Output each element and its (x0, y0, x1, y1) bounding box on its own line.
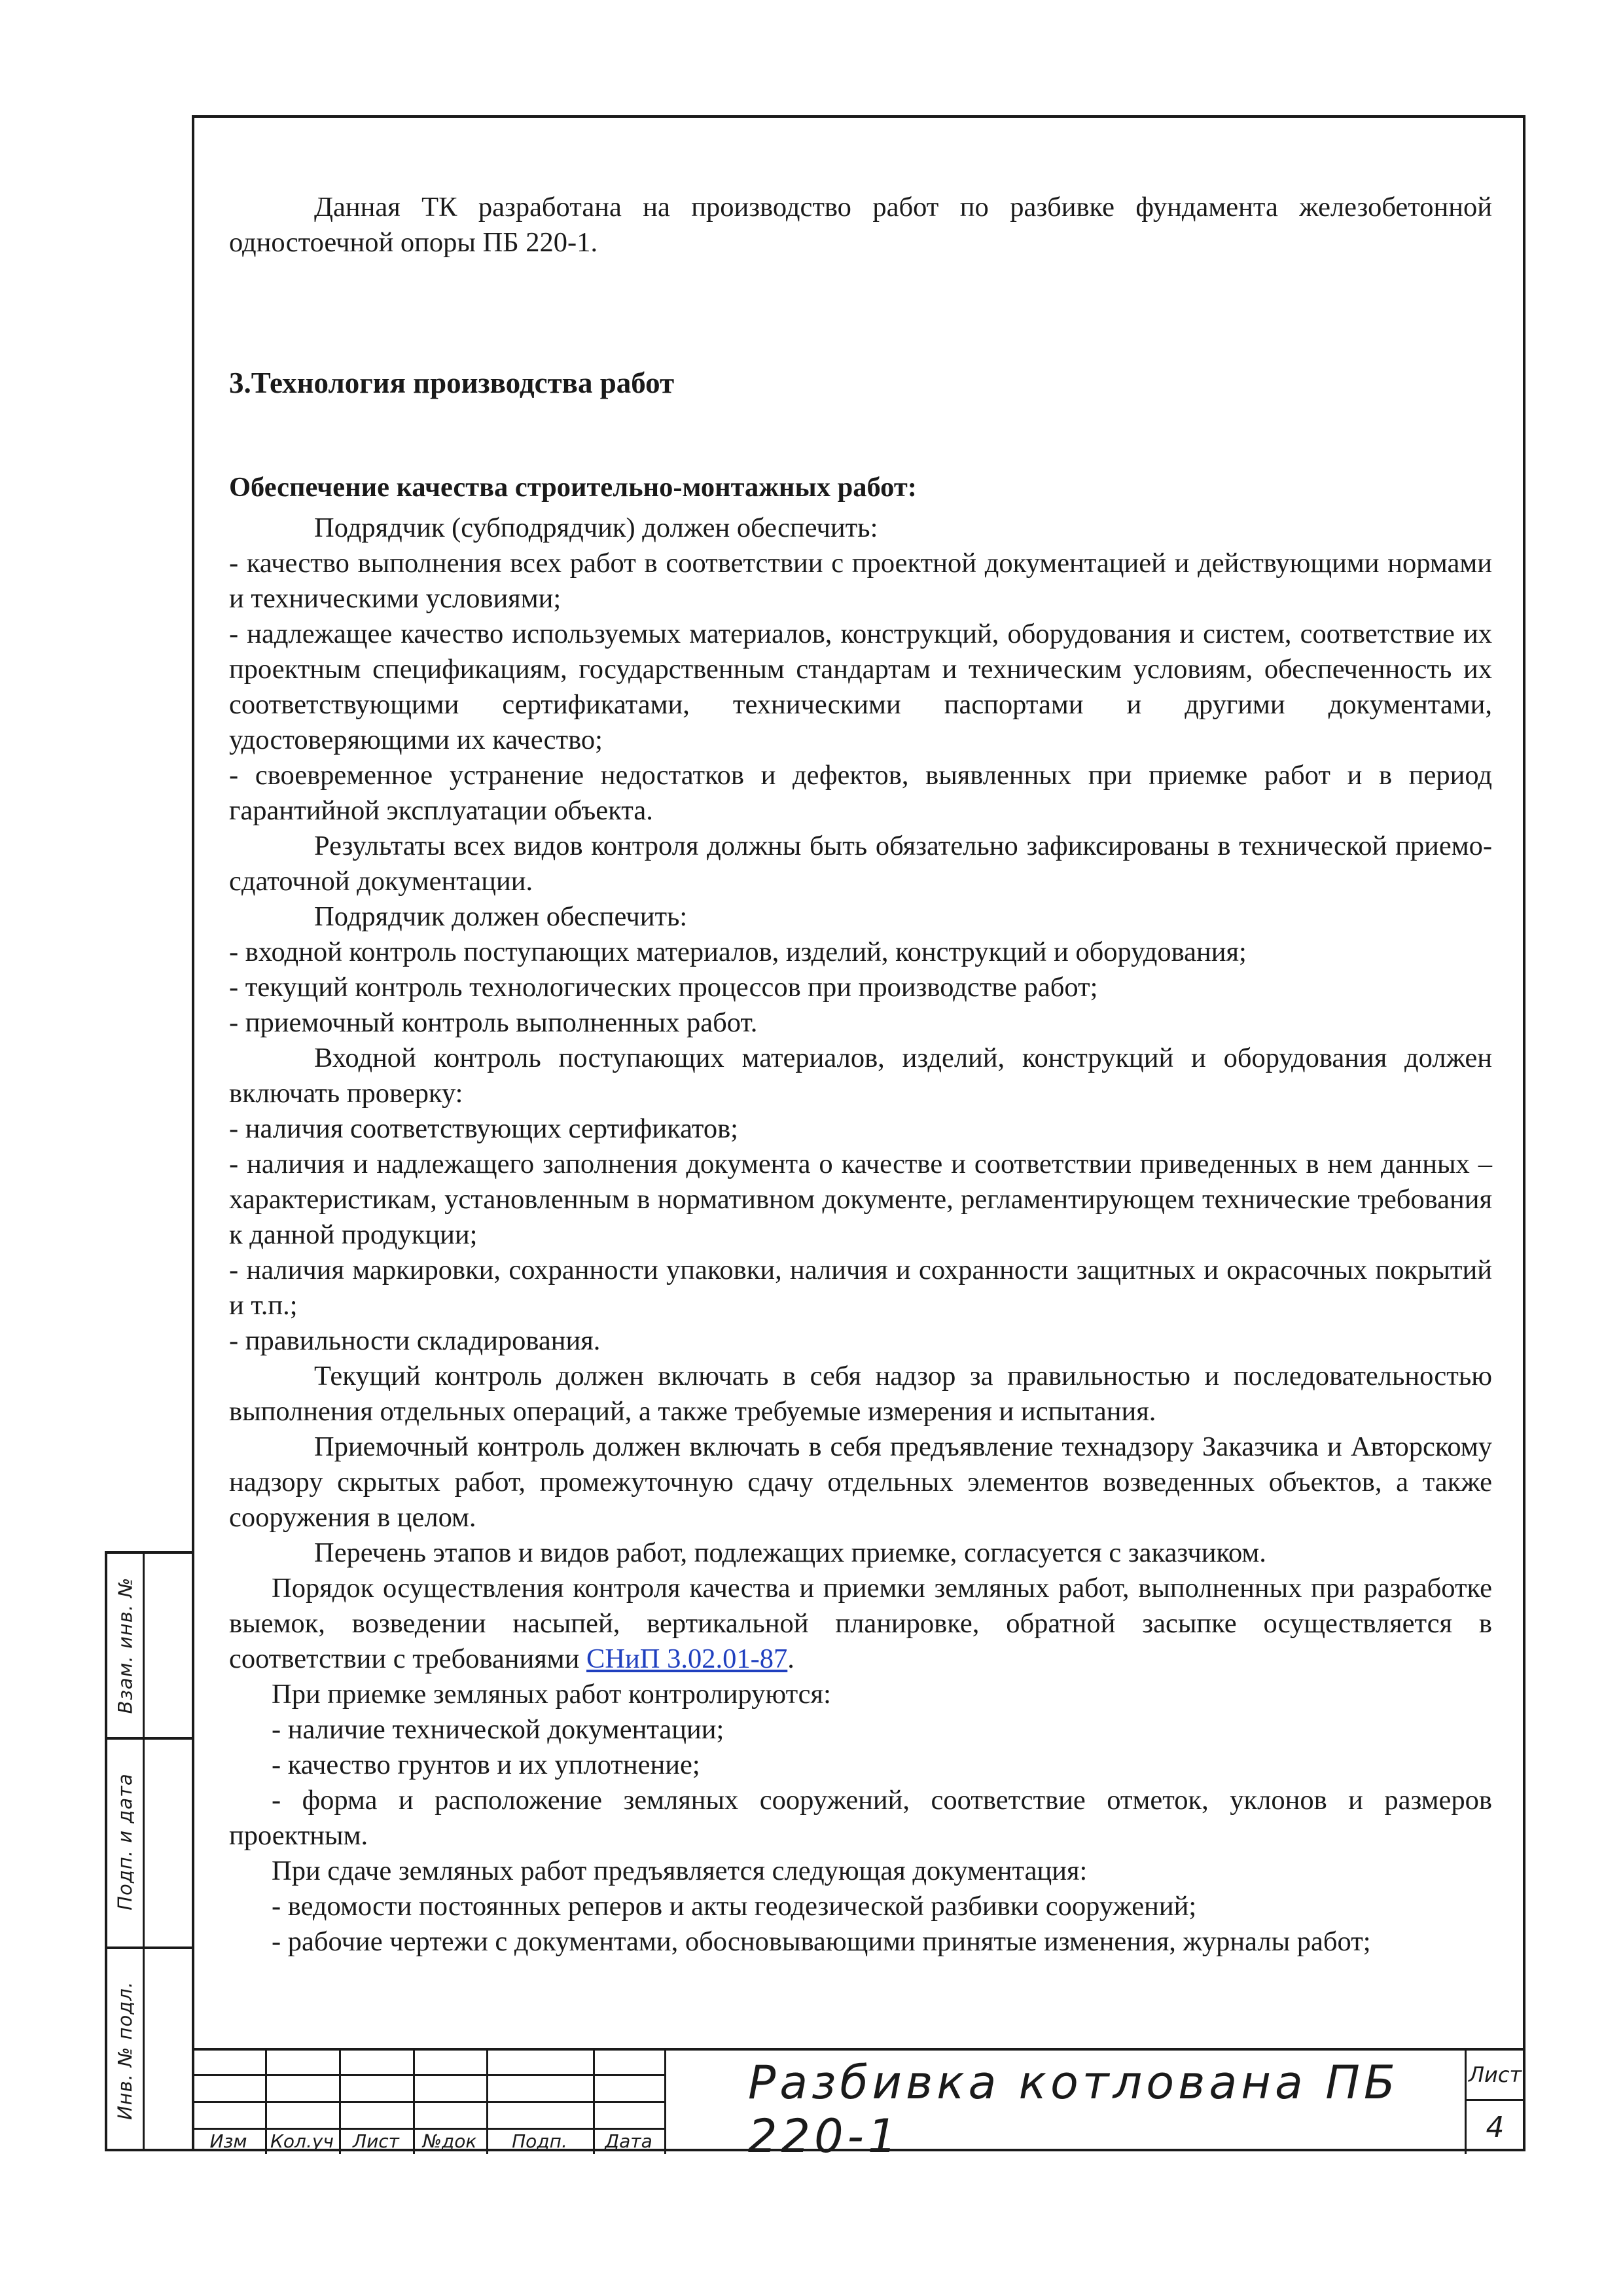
paragraph: Подрядчик должен обеспечить: (314, 901, 688, 932)
list-item: - наличия соответствующих сертификатов; (229, 1113, 738, 1144)
paragraph-text: Порядок осуществления контроля качества и приемки земляных работ, выполненных при разработке выемок, возведении насыпей, вертикальной планировке, обратной засыпке осуществляется в соответствии с требованиями (229, 1573, 1492, 1674)
paragraph: Результаты всех видов контроля должны быть обязательно зафиксированы в технической приемо-сдаточной документации. (229, 831, 1492, 897)
list-item: - наличия маркировки, сохранности упаковки, наличия и сохранности защитных и окрасочных покрытий и т.п.; (229, 1255, 1492, 1321)
list-item: - рабочие чертежи с документами, обосновывающими принятые изменения, журналы работ; (272, 1926, 1371, 1957)
list-item: - наличие технической документации; (272, 1714, 724, 1745)
paragraph-text: . (787, 1643, 794, 1674)
section-title: 3.Технология производства работ (229, 367, 675, 399)
paragraph: Приемочный контроль должен включать в себя предъявление технадзору Заказчика и Авторскому надзору скрытых работ, промежуточную сдачу отдельных элементов возведенных объектов, а также сооружения в целом. (229, 1431, 1492, 1533)
header-izm: Изм (209, 2130, 247, 2152)
margin-divider (143, 1551, 145, 2151)
tb-line (664, 2051, 666, 2154)
document-title: Разбивка котлована ПБ 220-1 (748, 2056, 1399, 2163)
header-list: Лист (353, 2130, 399, 2152)
sheet-label: Лист (1468, 2062, 1522, 2087)
header-kol-uch: Кол.уч (270, 2130, 334, 2152)
paragraph: При приемке земляных работ контролируются: (272, 1679, 831, 1710)
list-item: - правильности складирования. (229, 1325, 601, 1356)
header-ndok: №док (422, 2130, 477, 2152)
header-data: Дата (605, 2130, 652, 2152)
list-item: - качество выполнения всех работ в соответствии с проектной документацией и действующими нормами и техническими условиями; (229, 548, 1492, 614)
list-item: - наличия и надлежащего заполнения документа о качестве и соответствии приведенных в нем данных – характеристикам, установленным в нормативном документе, регламентирующем технические требования к данной продукции; (229, 1149, 1492, 1250)
tb-line (192, 2101, 664, 2103)
title-block (192, 2048, 1525, 2163)
margin-stamp (105, 1551, 194, 2151)
paragraph: Перечень этапов и видов работ, подлежащих приемке, согласуется с заказчиком. (314, 1537, 1266, 1568)
paragraph: Подрядчик (субподрядчик) должен обеспечить: (314, 512, 878, 543)
list-item: - форма и расположение земляных сооружений, соответствие отметок, уклонов и размеров проектным. (229, 1785, 1492, 1851)
tb-line (192, 2074, 664, 2076)
snip-link[interactable]: СНиП 3.02.01-87 (586, 1643, 788, 1674)
list-item: - текущий контроль технологических процессов при производстве работ; (229, 972, 1098, 1003)
margin-label-podp: Подп. и дата (114, 1773, 136, 1910)
subsection-title: Обеспечение качества строительно-монтажных работ: (229, 472, 917, 503)
paragraph (229, 1571, 1492, 1677)
paragraph: Текущий контроль должен включать в себя надзор за правильностью и последовательностью выполнения отдельных операций, а также требуемые измерения и испытания. (229, 1361, 1492, 1427)
paragraph: При сдаче земляных работ предъявляется следующая документация: (272, 1856, 1088, 1886)
paragraph: Входной контроль поступающих материалов, изделий, конструкций и оборудования должен включать проверку: (229, 1043, 1492, 1109)
margin-label-inv: Инв. № подл. (114, 1981, 137, 2120)
tb-line (1465, 2099, 1525, 2101)
header-podp: Подп. (512, 2130, 567, 2152)
list-item: - надлежащее качество используемых материалов, конструкций, оборудования и систем, соответствие их проектным спецификациям, государственным стандартам и техническим условиям, обеспеченность их соответствующими сертификатами, техническими паспортами и другими документами, удостоверяющими их качество; (229, 619, 1492, 755)
list-item: - входной контроль поступающих материалов, изделий, конструкций и оборудования; (229, 937, 1247, 967)
intro-paragraph: Данная ТК разработана на производство работ по разбивке фундамента железобетонной одностоечной опоры ПБ 220-1. (229, 192, 1492, 258)
list-item: - приемочный контроль выполненных работ. (229, 1007, 758, 1038)
sheet-number: 4 (1486, 2111, 1505, 2144)
document-body (229, 190, 1492, 1960)
list-item: - ведомости постоянных реперов и акты геодезической разбивки сооружений; (272, 1891, 1197, 1922)
list-item: - своевременное устранение недостатков и дефектов, выявленных при приемке работ и в период гарантийной эксплуатации объекта. (229, 760, 1492, 826)
list-item: - качество грунтов и их уплотнение; (272, 1749, 700, 1780)
margin-label-vzam: Взам. инв. № (114, 1577, 136, 1714)
